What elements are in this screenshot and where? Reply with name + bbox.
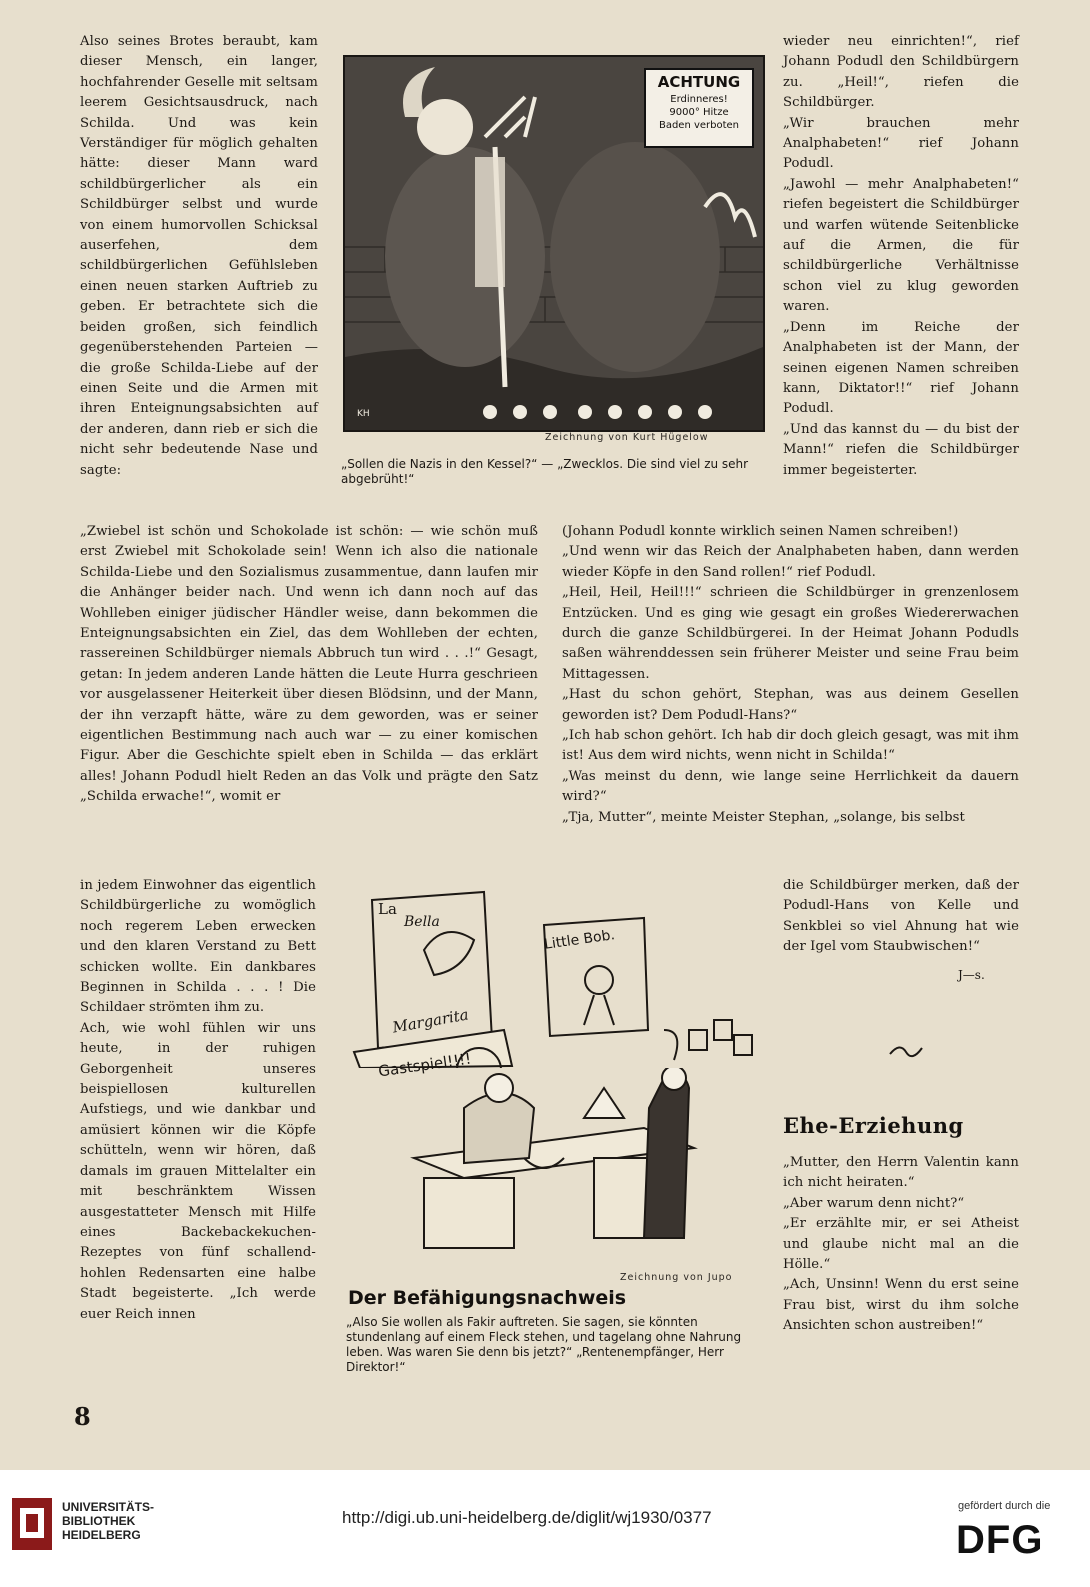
ornament-divider bbox=[886, 1040, 926, 1064]
library-footer bbox=[0, 1470, 1090, 1587]
article-paragraph: „Er erzählte mir, er sei Atheist und glaube nicht mal an die Hölle.“ bbox=[783, 1216, 1019, 1273]
poster2-title: Little Bob. bbox=[543, 927, 616, 953]
article-paragraph: „Wir brauchen mehr Analphabeten!“ rief Johann Podudl. bbox=[783, 115, 1019, 172]
article-left-top bbox=[80, 32, 318, 481]
page-number: 8 bbox=[74, 1402, 91, 1431]
funding-note: gefördert durch die bbox=[958, 1500, 1051, 1512]
article-paragraph: Ach, wie wohl fühlen wir uns heute, in der ruhigen Geborgenheit unseres beispiellosen kulturellen Aufstiegs, und wie dankbar und amüsiert können wir die Köpfe schütteln, wenn wir hören, daß damals im grauen Mittelalter ein mit beschränktem Wissen ausgestatteter Mensch mit Hilfe eines Backebackekuchen-Rezeptes von fünf schallend-hohlen Redensarten eine halbe Stadt begeisterte. „Ich werde euer Reich innen bbox=[80, 1020, 316, 1322]
article-paragraph: Also seines Brotes beraubt, kam dieser Mensch, ein langer, hochfahrender Geselle mit seltsam leerem Gesichtsausdruck, nach Schilda. Und was kein Verständiger für möglich gehalten hätte: dieser Mann ward schildbürgerlicher als ein Schildbürger selbst und wurde von einem humorvollen Schicksal auserfehen, dem schildbürgerlichen Gefühlsleben einen neuen starken Auftrieb zu geben. Er betrachtete sich die beiden großen, sich feindlich gegenüberstehenden Parteien — die große Schilda-Liebe auf der einen Seite und die Armen mit ihren Enteignungsabsichten auf der anderen, dann rieb er sich die nicht sehr bedeutende Nase und sagte: bbox=[80, 34, 318, 478]
poster1-line: Margarita bbox=[391, 1005, 470, 1037]
dfg-logo: DFG bbox=[956, 1518, 1044, 1562]
article-paragraph: „Und wenn wir das Reich der Analphabeten haben, dann werden wieder Köpfe in den Sand rollen!“ rief Podudl. bbox=[562, 544, 1019, 580]
cartoon2-title: Der Befähigungsnachweis bbox=[348, 1287, 627, 1309]
ehe-erziehung-text bbox=[783, 1153, 1019, 1337]
sign-line: Erdinneres! bbox=[670, 94, 728, 105]
poster1-line: La bbox=[378, 900, 397, 918]
article-paragraph: „Und das kannst du — du bist der Mann!“ riefen die Schildbürger immer begeisterter. bbox=[783, 421, 1019, 478]
article-paragraph: die Schildbürger merken, daß der Podudl-Hans von Kelle und Senkblei so viel Ahnung hat wie der Igel vom Staubwischen!“ bbox=[783, 878, 1019, 955]
article-signature: J—s. bbox=[958, 968, 985, 982]
article-paragraph: „Ich hab schon gehört. Ich hab dir doch gleich gesagt, was mit ihm ist! Aus dem wird nichts, wenn nicht in Schilda!“ bbox=[562, 728, 1019, 764]
article-paragraph: „Hast du schon gehört, Stephan, was aus deinem Gesellen geworden ist? Dem Podudl-Hans?“ bbox=[562, 687, 1019, 723]
institution-line: UNIVERSITÄTS- bbox=[62, 1500, 155, 1514]
cartoon1-credit: Zeichnung von Kurt Hügelow bbox=[545, 432, 709, 443]
cartoon-fakir-desk bbox=[344, 1068, 764, 1268]
cartoon1-caption: „Sollen die Nazis in den Kessel?“ — „Zwecklos. Die sind viel zu sehr abgebrüht!“ bbox=[341, 457, 749, 486]
gastspiel-banner: Gastspiel!!!! bbox=[377, 1049, 473, 1081]
poster1-line: Bella bbox=[404, 914, 440, 930]
article-paragraph: „Aber warum denn nicht?“ bbox=[783, 1195, 965, 1211]
university-seal-icon bbox=[8, 1494, 56, 1554]
article-paragraph: „Zwiebel ist schön und Schokolade ist schön: — wie schön muß erst Zwiebel mit Schokolade sein! Wenn ich also die nationale Schilda-Liebe und den Sozialismus zusammentue, dann laufen mir die Anhänger beider nach. Und wenn ich dann noch auf das Wohlleben einiger jüdischer Händler weise, dann bekommen die Enteignungsabsichten ein Ziel, das dem Wohlleben der echten, rassereinen Schildbürger niemals Abbruch tun wird . . .!“ Gesagt, getan: In jedem anderen Lande hätten die Leute Hurra geschrieen vor ausgelassener Heiterkeit über diesen Blödsinn, und der Mann, der ihn verzapft hätte, wäre zu dem geworden, was er seiner eigentlichen Bestimmung nach auch war — zu einer komischen Figur. Aber die Geschichte spielt eben in Schilda — das erklärt alles! Johann Podudl hielt Reden an das Volk und prägte den Satz „Schilda erwache!“, womit er bbox=[80, 524, 538, 805]
institution-line: BIBLIOTHEK bbox=[62, 1514, 136, 1528]
artist-initials: KH bbox=[357, 409, 370, 419]
article-paragraph: „Mutter, den Herrn Valentin kann ich nicht heiraten.“ bbox=[783, 1155, 1019, 1191]
cartoon-fakir-illustration bbox=[344, 880, 764, 1081]
article-paragraph: „Denn im Reiche der Analphabeten ist der Mann, der seinen eigenen Namen schreiben kann, Diktator!!“ rief Johann Podudl. bbox=[783, 319, 1019, 417]
sign-line: Baden verboten bbox=[658, 120, 740, 131]
fakir-drawing bbox=[344, 880, 764, 1068]
article-left-bottom bbox=[80, 876, 316, 1325]
ehe-erziehung-title: Ehe-Erziehung bbox=[783, 1113, 964, 1138]
cartoon-devils-illustration bbox=[343, 55, 765, 432]
article-paragraph: in jedem Einwohner das eigentlich Schildbürgerliche zu womöglich noch regerem Leben erwecken und den klaren Verstand zu Bett schicken wollte. Ein dankbares Beginnen in Schilda . . . ! Die Schildaer strömten ihm zu. bbox=[80, 878, 316, 1016]
article-paragraph: wieder neu einrichten!“, rief Johann Podudl den Schildbürgern zu. „Heil!“, riefen die Schildbürger. bbox=[783, 34, 1019, 111]
article-right-bottom bbox=[783, 876, 1019, 958]
article-paragraph: „Ach, Unsinn! Wenn du erst seine Frau bist, wirst du ihm solche Ansichten schon austreiben!“ bbox=[783, 1277, 1019, 1334]
desk-drawing bbox=[344, 1068, 764, 1268]
institution-line: HEIDELBERG bbox=[62, 1528, 141, 1542]
article-paragraph: „Heil, Heil, Heil!!!“ schrieen die Schildbürger in grenzenlosem Entzücken. Und es ging wie gesagt ein großes Wiedererwachen durch die ganze Schildbürgerei. In der Heimat Johann Podudls saßen währenddessen sein früherer Meister und seine Frau beim Mittagessen. bbox=[562, 585, 1019, 682]
cartoon2-credit: Zeichnung von Jupo bbox=[620, 1272, 733, 1283]
source-url-link[interactable]: http://digi.ub.uni-heidelberg.de/diglit/wj1930/0377 bbox=[342, 1508, 712, 1527]
warning-sign-title: ACHTUNG bbox=[657, 73, 741, 91]
sign-line: 9000° Hitze bbox=[669, 107, 729, 118]
article-paragraph: „Jawohl — mehr Analphabeten!“ riefen begeistert die Schildbürger und warfen wütende Seitenblicke auf die Armen, die für schildbürgerliche Verhältnisse schon viel zu klug geworden waren. bbox=[783, 176, 1019, 315]
article-paragraph: „Tja, Mutter“, meinte Meister Stephan, „solange, bis selbst bbox=[562, 809, 965, 825]
article-paragraph: „Was meinst du denn, wie lange seine Herrlichkeit da dauern wird?“ bbox=[562, 768, 1019, 805]
warning-sign-text bbox=[647, 93, 751, 132]
article-paragraph: (Johann Podudl konnte wirklich seinen Namen schreiben!) bbox=[562, 524, 959, 539]
article-left-mid bbox=[80, 522, 538, 808]
article-right-mid bbox=[562, 522, 1019, 828]
cartoon2-caption: „Also Sie wollen als Fakir auftreten. Sie sagen, sie könnten stundenlang auf einem Fleck stehen, und tagelang ohne Nahrung leben. Was waren Sie denn bis jetzt?“ „Rentenempfänger, Herr Direktor!“ bbox=[346, 1315, 742, 1374]
article-right-top bbox=[783, 32, 1019, 481]
institution-name bbox=[62, 1500, 154, 1542]
